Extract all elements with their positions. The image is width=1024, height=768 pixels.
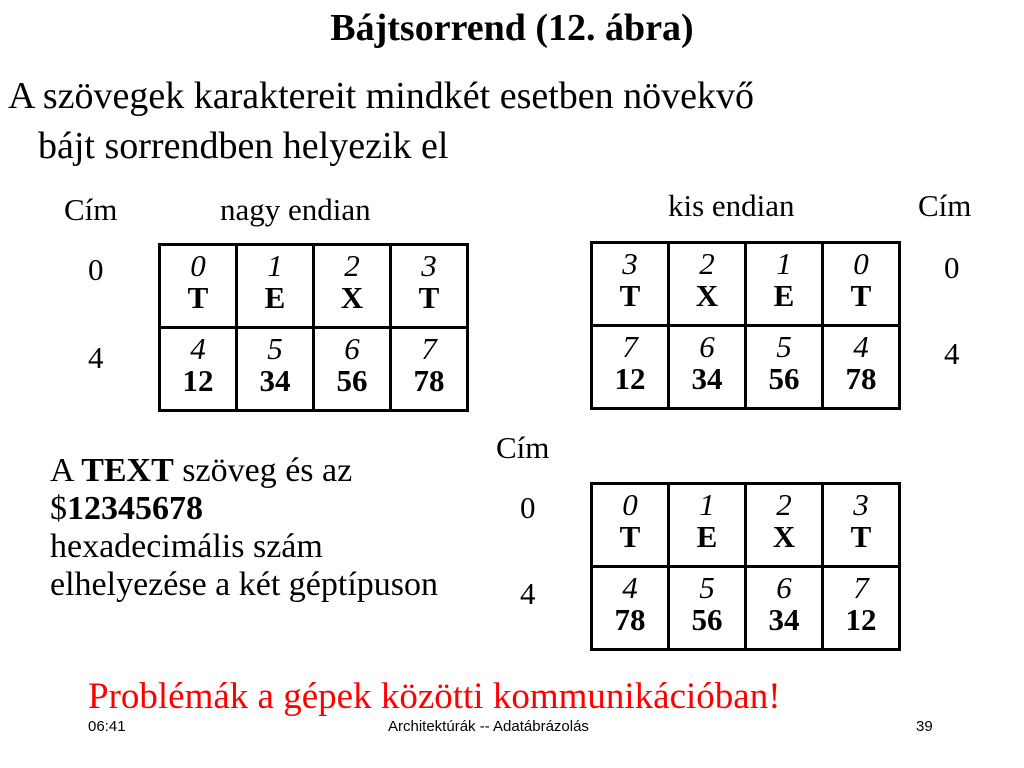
memory-cell xyxy=(314,328,391,411)
linear-row-address-4: 4 xyxy=(520,576,536,611)
byte-address: 6 xyxy=(344,331,360,366)
byte-value: E xyxy=(773,278,795,313)
big-endian-heading: nagy endian xyxy=(220,192,371,227)
byte-value: 78 xyxy=(413,363,445,398)
memory-cell xyxy=(823,484,900,567)
big-endian-row-address-0: 0 xyxy=(88,252,104,287)
byte-address: 1 xyxy=(267,248,283,283)
memory-cell xyxy=(669,484,746,567)
big-endian-address-label: Cím xyxy=(64,192,118,227)
footer-time: 06:41 xyxy=(88,718,126,735)
description-text-word: TEXT xyxy=(81,452,174,489)
little-endian-row-address-0: 0 xyxy=(944,250,960,285)
problem-statement: Problémák a gépek közötti kommunikációban! xyxy=(88,676,781,717)
byte-address: 1 xyxy=(699,487,715,522)
memory-cell xyxy=(669,326,746,409)
description-prefix: A xyxy=(50,452,82,489)
description-text xyxy=(50,452,470,604)
byte-value: E xyxy=(264,280,286,315)
little-endian-memory-table xyxy=(590,241,901,410)
byte-address: 5 xyxy=(699,570,715,605)
big-endian-memory-table xyxy=(158,243,469,412)
byte-value: T xyxy=(418,280,440,315)
byte-address: 6 xyxy=(699,329,715,364)
byte-address: 0 xyxy=(853,246,869,281)
byte-value: T xyxy=(619,278,641,313)
memory-cell xyxy=(314,245,391,328)
little-endian-row-address-4: 4 xyxy=(944,336,960,371)
memory-cell xyxy=(237,328,314,411)
byte-address: 7 xyxy=(853,570,869,605)
byte-value: T xyxy=(619,519,641,554)
memory-cell xyxy=(669,243,746,326)
memory-cell xyxy=(746,567,823,650)
memory-cell xyxy=(160,328,237,411)
byte-address: 1 xyxy=(776,246,792,281)
byte-value: X xyxy=(695,278,719,313)
memory-cell xyxy=(823,243,900,326)
memory-cell xyxy=(237,245,314,328)
byte-value: T xyxy=(187,280,209,315)
big-endian-row-address-4: 4 xyxy=(88,340,104,375)
byte-value: 56 xyxy=(768,361,800,396)
byte-value: 34 xyxy=(768,602,800,637)
linear-row-address-0: 0 xyxy=(520,490,536,525)
byte-value: 34 xyxy=(691,361,723,396)
byte-address: 4 xyxy=(853,329,869,364)
memory-cell xyxy=(823,567,900,650)
byte-address: 0 xyxy=(622,487,638,522)
memory-cell xyxy=(391,328,468,411)
footer-course-title: Architektúrák -- Adatábrázolás xyxy=(388,718,589,735)
byte-address: 3 xyxy=(853,487,869,522)
table-row xyxy=(160,245,468,328)
memory-cell xyxy=(592,326,669,409)
little-endian-heading: kis endian xyxy=(668,188,795,223)
memory-cell xyxy=(592,243,669,326)
byte-value: E xyxy=(696,519,718,554)
byte-value: T xyxy=(850,519,872,554)
byte-address: 4 xyxy=(622,570,638,605)
byte-value: 34 xyxy=(259,363,291,398)
memory-cell xyxy=(160,245,237,328)
byte-address: 2 xyxy=(699,246,715,281)
table-row xyxy=(592,567,900,650)
memory-cell xyxy=(746,484,823,567)
intro-line-1: A szövegek karaktereit mindkét esetben növekvő xyxy=(8,75,755,117)
little-endian-linear-memory-table xyxy=(590,482,901,651)
byte-address: 2 xyxy=(776,487,792,522)
byte-address: 2 xyxy=(344,248,360,283)
table-row xyxy=(160,328,468,411)
table-row xyxy=(592,243,900,326)
byte-address: 7 xyxy=(622,329,638,364)
intro-line-2: bájt sorrendben helyezik el xyxy=(38,125,449,167)
description-dollar: $ xyxy=(50,490,67,527)
byte-value: 12 xyxy=(614,361,646,396)
footer-page-number: 39 xyxy=(916,718,933,735)
byte-address: 6 xyxy=(776,570,792,605)
byte-address: 5 xyxy=(267,331,283,366)
byte-address: 7 xyxy=(421,331,437,366)
byte-address: 3 xyxy=(421,248,437,283)
memory-cell xyxy=(746,243,823,326)
byte-value: 12 xyxy=(182,363,214,398)
memory-cell xyxy=(746,326,823,409)
byte-value: 56 xyxy=(691,602,723,637)
byte-address: 5 xyxy=(776,329,792,364)
memory-cell xyxy=(391,245,468,328)
description-middle: szöveg és az xyxy=(173,452,353,489)
linear-address-label: Cím xyxy=(496,430,550,465)
memory-cell xyxy=(592,484,669,567)
memory-cell xyxy=(823,326,900,409)
memory-cell xyxy=(592,567,669,650)
slide-title: Bájtsorrend (12. ábra) xyxy=(330,7,694,49)
description-rest: hexadecimális szám elhelyezése a két géptípuson xyxy=(50,528,439,603)
table-row xyxy=(592,484,900,567)
byte-value: X xyxy=(772,519,796,554)
byte-address: 4 xyxy=(190,331,206,366)
byte-value: 78 xyxy=(614,602,646,637)
byte-address: 3 xyxy=(622,246,638,281)
byte-value: 12 xyxy=(845,602,877,637)
little-endian-address-label: Cím xyxy=(918,188,972,223)
byte-value: X xyxy=(340,280,364,315)
description-number: 12345678 xyxy=(67,490,203,527)
byte-value: 56 xyxy=(336,363,368,398)
memory-cell xyxy=(669,567,746,650)
table-row xyxy=(592,326,900,409)
byte-value: T xyxy=(850,278,872,313)
byte-address: 0 xyxy=(190,248,206,283)
byte-value: 78 xyxy=(845,361,877,396)
